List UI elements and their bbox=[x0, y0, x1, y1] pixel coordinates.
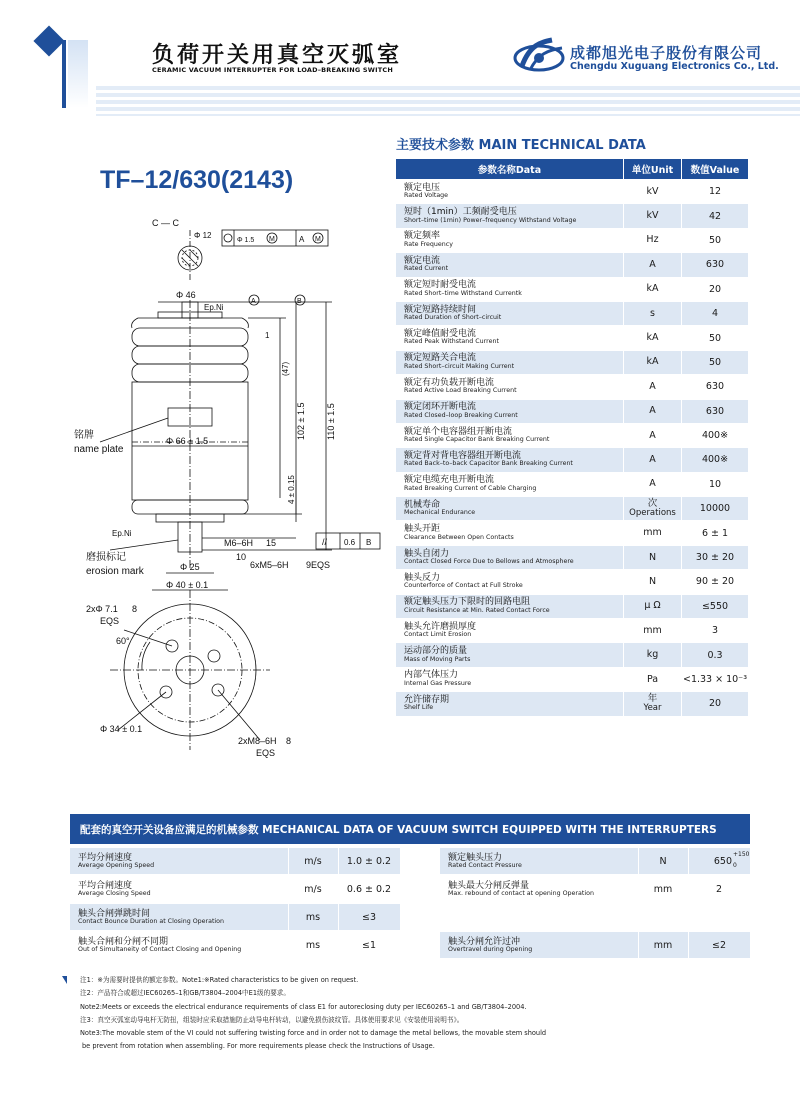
tech-param bbox=[396, 180, 624, 203]
tech-unit-main: mm bbox=[643, 527, 662, 539]
tech-unit bbox=[624, 570, 682, 593]
header-frame bbox=[62, 40, 88, 108]
mech-param-en: Contact Bounce Duration at Closing Operation bbox=[78, 918, 225, 925]
tech-param-en: Rated Closed–loop Breaking Current bbox=[404, 411, 518, 419]
tech-param-en: Rated Active Load Breaking Current bbox=[404, 387, 517, 395]
tech-param-cn: 内部气体压力 bbox=[404, 670, 459, 681]
tech-param-cn: 额定有功负载开断电流 bbox=[404, 377, 495, 388]
tech-value: 630 bbox=[682, 375, 749, 398]
model-number: TF–12/630(2143) bbox=[100, 166, 294, 194]
label-dim-1: 1 bbox=[265, 331, 270, 340]
tech-param bbox=[396, 546, 624, 569]
tech-param-cn: 额定闭环开断电流 bbox=[404, 402, 477, 413]
tech-value: 50 bbox=[682, 229, 749, 252]
tech-unit bbox=[624, 278, 682, 301]
note-line: 注3：真空灭弧室动导电杆无防扭，组装时应采取措施防止动导电杆转动，以避免损伤波纹管。具体使用要求见《安装使用说明书》。 bbox=[80, 1015, 464, 1024]
tech-row bbox=[396, 204, 749, 227]
label-m8: 2xM8–6H bbox=[238, 736, 277, 746]
label-nameplate-cn: 铭牌 bbox=[74, 430, 94, 441]
tech-param bbox=[396, 253, 624, 276]
tech-value: 90 ± 20 bbox=[682, 570, 749, 593]
tech-unit-main: s bbox=[650, 307, 655, 319]
company-name-en: Chengdu Xuguang Electronics Co., Ltd. bbox=[570, 61, 779, 72]
tech-row bbox=[396, 643, 749, 666]
tech-unit-main: A bbox=[649, 405, 656, 417]
tech-value: 400※ bbox=[682, 424, 749, 447]
tech-param bbox=[396, 424, 624, 447]
label-m8-depth: 8 bbox=[286, 736, 292, 746]
tech-unit-main: A bbox=[649, 380, 656, 392]
tech-value: 42 bbox=[682, 204, 749, 227]
label-flat-sym: // bbox=[322, 537, 328, 547]
label-dim-10: 10 bbox=[236, 552, 247, 562]
mech-data-title: 配套的真空开关设备应满足的机械参数 MECHANICAL DATA OF VACUUM SWITCH EQUIPPED WITH THE INTERRUPTERS bbox=[80, 824, 717, 836]
label-dim-110: 110 ± 1.5 bbox=[326, 403, 336, 440]
tech-row bbox=[396, 424, 749, 447]
tech-param bbox=[396, 278, 624, 301]
tech-unit bbox=[624, 302, 682, 325]
tech-row bbox=[396, 253, 749, 276]
mech-left-row bbox=[70, 932, 400, 958]
tech-param-cn: 触头开距 bbox=[404, 524, 441, 535]
tech-unit bbox=[624, 326, 682, 349]
tech-value: 630 bbox=[682, 400, 749, 423]
tech-row bbox=[396, 180, 749, 203]
mech-param-cn: 触头合闸和分闸不同期 bbox=[78, 937, 169, 947]
label-m6-depth: 15 bbox=[266, 538, 277, 548]
tech-value: 0.3 bbox=[682, 643, 749, 666]
tech-value: 50 bbox=[682, 326, 749, 349]
mech-value-sup: +150 bbox=[733, 851, 750, 858]
tech-param-cn: 额定电压 bbox=[404, 182, 441, 193]
interrupter-drawing bbox=[70, 210, 400, 770]
tech-param-en: Internal Gas Pressure bbox=[404, 679, 472, 687]
tech-unit-secondary: Year bbox=[643, 703, 662, 714]
tech-value: 20 bbox=[682, 278, 749, 301]
tech-param-cn: 额定峰值耐受电流 bbox=[404, 329, 477, 340]
page-subtitle: CERAMIC VACUUM INTERRUPTER FOR LOAD–BREAKING SWITCH bbox=[152, 66, 393, 74]
tech-param-en: Rated Back–to–back Capacitor Bank Breaking Current bbox=[404, 460, 573, 468]
col-header-value: 数值Value bbox=[682, 159, 749, 179]
label-dim-47: (47) bbox=[281, 361, 290, 376]
tech-unit bbox=[624, 497, 682, 520]
mech-value: 2 bbox=[715, 884, 723, 895]
tech-param bbox=[396, 521, 624, 544]
tech-param bbox=[396, 229, 624, 252]
tech-row bbox=[396, 668, 749, 691]
tech-param-cn: 额定背对背电容器组开断电流 bbox=[404, 450, 522, 461]
label-m5: 6xM5–6H bbox=[250, 560, 289, 570]
tech-unit-main: kA bbox=[646, 332, 659, 344]
mech-param-en: Max. rebound of contact at opening Operation bbox=[448, 890, 594, 897]
leader-m8 bbox=[218, 690, 260, 740]
tech-row bbox=[396, 595, 749, 618]
tech-param-en: Rated Duration of Short–circuit bbox=[404, 314, 502, 322]
mech-unit: ms bbox=[305, 912, 321, 923]
label-phi7: 2xΦ 7.1 bbox=[86, 604, 118, 614]
hole-2 bbox=[208, 650, 220, 662]
tech-param bbox=[396, 668, 624, 691]
mech-param-cn: 触头合闸弹跳时间 bbox=[78, 909, 151, 919]
label-phi40: Φ 40 ± 0.1 bbox=[166, 580, 209, 590]
tech-data-table bbox=[396, 158, 749, 717]
tech-unit-main: 次 bbox=[647, 498, 658, 510]
mech-param-cn: 平均合闸速度 bbox=[78, 881, 133, 891]
label-phi7-depth: 8 bbox=[132, 604, 138, 614]
tech-param-en: Clearance Between Open Contacts bbox=[404, 533, 514, 541]
mech-param-en: Rated Contact Pressure bbox=[448, 862, 522, 869]
tech-unit-main: N bbox=[648, 575, 657, 587]
tech-param-cn: 额定电流 bbox=[404, 255, 441, 266]
tech-unit bbox=[624, 668, 682, 691]
tech-unit-main: kV bbox=[646, 185, 659, 197]
tech-row bbox=[396, 229, 749, 252]
tech-unit-main: Hz bbox=[646, 234, 659, 246]
label-flat-val: 0.6 bbox=[344, 538, 356, 547]
tech-param-cn: 允许储存期 bbox=[404, 694, 450, 705]
tech-param-en: Rated Current bbox=[404, 265, 449, 273]
mech-value: ≤1 bbox=[361, 940, 376, 951]
tech-param-en: Rated Short–time Withstand Currentk bbox=[404, 289, 522, 297]
tech-row bbox=[396, 278, 749, 301]
mech-param-en: Overtravel during Opening bbox=[448, 946, 533, 953]
tech-param-en: Rated Voltage bbox=[404, 192, 449, 200]
tech-row bbox=[396, 448, 749, 471]
tech-param-cn: 额定单个电容器组开断电流 bbox=[404, 426, 513, 437]
label-epni-top: Ep.Ni bbox=[204, 303, 224, 312]
col-header-unit: 单位Unit bbox=[624, 159, 682, 179]
tech-param bbox=[396, 692, 624, 715]
tech-unit-main: kA bbox=[646, 283, 659, 295]
tech-unit-secondary: Operations bbox=[629, 508, 676, 519]
tech-param-cn: 额定短路关合电流 bbox=[404, 353, 477, 364]
tech-param-en: Mechanical Endurance bbox=[404, 509, 476, 517]
tech-row bbox=[396, 497, 749, 520]
mech-param-en: Out of Simultaneity of Contact Closing and Opening bbox=[78, 946, 242, 953]
label-phi66: Φ 66 ± 1.5 bbox=[166, 436, 209, 446]
tech-unit bbox=[624, 204, 682, 227]
mech-param-en: Average Opening Speed bbox=[78, 862, 155, 869]
mech-unit: ms bbox=[305, 940, 321, 951]
page-title: 负荷开关用真空灭弧室 bbox=[152, 43, 403, 68]
tech-row bbox=[396, 302, 749, 325]
tech-row bbox=[396, 521, 749, 544]
col-header-data: 参数名称Data bbox=[396, 159, 624, 179]
tech-unit bbox=[624, 400, 682, 423]
mech-value: 1.0 ± 0.2 bbox=[346, 856, 392, 867]
tech-unit-main: kg bbox=[646, 649, 659, 661]
angle-arc bbox=[142, 642, 150, 670]
tech-unit-main: A bbox=[649, 258, 656, 270]
notes bbox=[64, 974, 764, 1054]
tech-unit bbox=[624, 692, 682, 715]
tech-data-title: 主要技术参数 MAIN TECHNICAL DATA bbox=[396, 138, 646, 153]
tech-param bbox=[396, 375, 624, 398]
label-section: C — C bbox=[152, 218, 179, 228]
label-phi12: Φ 12 bbox=[194, 231, 212, 240]
tech-unit-main: A bbox=[649, 429, 656, 441]
tech-row bbox=[396, 692, 749, 715]
tech-param-cn: 额定短时耐受电流 bbox=[404, 280, 477, 291]
tech-value: 6 ± 1 bbox=[682, 521, 749, 544]
note-line: be prevent from rotation when assembling. For more requirements please check the Instructions of Usage. bbox=[82, 1042, 435, 1051]
tech-param bbox=[396, 326, 624, 349]
label-eqs1: EQS bbox=[100, 616, 120, 626]
tech-value: 400※ bbox=[682, 448, 749, 471]
note-line: Note3:The movable stem of the VI could not suffering twisting force and in order not to damage the metal bellows, the movable stem should bbox=[80, 1029, 547, 1038]
tech-value: 4 bbox=[682, 302, 749, 325]
tech-param-cn: 额定电缆充电开断电流 bbox=[404, 475, 495, 486]
note-line: Note2:Meets or exceeds the electrical endurance requirements of class E1 for autoreclosing duty per IEC60265–1 and GB/T3804–2004. bbox=[80, 1002, 527, 1011]
tech-unit bbox=[624, 546, 682, 569]
tech-param bbox=[396, 302, 624, 325]
label-eqs2: EQS bbox=[256, 748, 276, 758]
label-tol-m2: M bbox=[315, 236, 321, 243]
mech-left-row bbox=[70, 876, 400, 902]
tech-param-cn: 触头反力 bbox=[404, 572, 441, 583]
tech-unit-main: kA bbox=[646, 356, 659, 368]
label-epni-bottom: Ep.Ni bbox=[112, 529, 132, 538]
mech-unit: m/s bbox=[304, 856, 322, 867]
tech-value: 50 bbox=[682, 351, 749, 374]
mech-right-row bbox=[440, 848, 750, 874]
label-erosion-en: erosion mark bbox=[86, 566, 144, 577]
label-datum-b: B bbox=[297, 298, 302, 305]
tech-unit bbox=[624, 424, 682, 447]
mech-unit: N bbox=[659, 856, 667, 867]
tech-value: 10000 bbox=[682, 497, 749, 520]
tech-param-en: Contact Closed Force Due to Bellows and Atmosphere bbox=[404, 557, 574, 565]
tech-unit-main: 年 bbox=[647, 693, 658, 705]
tech-param-en: Rated Breaking Current of Cable Charging bbox=[404, 484, 537, 492]
tech-param-cn: 运动部分的质量 bbox=[404, 646, 468, 657]
mech-param-cn: 平均分闸速度 bbox=[78, 853, 133, 863]
label-phi25: Φ 25 bbox=[180, 562, 200, 572]
mech-value: 0.6 ± 0.2 bbox=[346, 884, 392, 895]
label-tol-m1: M bbox=[269, 236, 275, 243]
tech-param bbox=[396, 619, 624, 642]
mech-right-row bbox=[440, 876, 750, 902]
tech-row bbox=[396, 326, 749, 349]
tech-param-cn: 触头自闭力 bbox=[404, 548, 450, 559]
tech-unit bbox=[624, 253, 682, 276]
tech-unit bbox=[624, 229, 682, 252]
tech-value: 630 bbox=[682, 253, 749, 276]
mech-value: ≤3 bbox=[361, 912, 376, 923]
tech-param bbox=[396, 643, 624, 666]
mech-value-sub: 0 bbox=[733, 862, 737, 869]
mech-right-row bbox=[440, 932, 750, 958]
company-name-cn: 成都旭光电子股份有限公司 bbox=[570, 44, 763, 62]
tech-unit-main: kV bbox=[646, 210, 659, 222]
header-stripe-band bbox=[0, 86, 800, 116]
mech-left-row bbox=[70, 904, 400, 930]
nameplate-leader bbox=[100, 418, 168, 442]
tech-value: 3 bbox=[682, 619, 749, 642]
tech-value: 30 ± 20 bbox=[682, 546, 749, 569]
tech-param-en: Shelf Life bbox=[404, 704, 434, 712]
tech-param-cn: 触头允许磨损厚度 bbox=[404, 621, 477, 632]
tech-param-en: Rated Short–circuit Making Current bbox=[404, 362, 515, 370]
tech-unit bbox=[624, 180, 682, 203]
company-logo-icon bbox=[512, 36, 566, 78]
mech-unit: mm bbox=[653, 884, 673, 895]
tech-unit bbox=[624, 375, 682, 398]
tech-param-cn: 短时（1min）工频耐受电压 bbox=[404, 207, 517, 218]
tech-param bbox=[396, 448, 624, 471]
label-dim-4: 4 ± 0.15 bbox=[287, 475, 296, 504]
tech-value: 20 bbox=[682, 692, 749, 715]
tech-param-en: Counterforce of Contact at Full Stroke bbox=[404, 582, 523, 590]
tech-row bbox=[396, 619, 749, 642]
tech-row bbox=[396, 351, 749, 374]
label-dim-102: 102 ± 1.5 bbox=[296, 402, 306, 440]
mech-unit: m/s bbox=[304, 884, 322, 895]
mech-param-cn: 触头最大分闸反弹量 bbox=[448, 881, 530, 891]
tech-param-en: Rated Peak Withstand Current bbox=[404, 338, 499, 346]
leader-phi7 bbox=[124, 630, 172, 646]
erosion-leader bbox=[110, 540, 178, 550]
tech-unit bbox=[624, 643, 682, 666]
tech-param bbox=[396, 400, 624, 423]
tech-unit-main: mm bbox=[643, 624, 662, 636]
tech-value: 10 bbox=[682, 473, 749, 496]
tech-row bbox=[396, 570, 749, 593]
tech-unit bbox=[624, 351, 682, 374]
tech-param-en: Rate Frequency bbox=[404, 240, 453, 248]
tech-unit-main: A bbox=[649, 454, 656, 465]
tech-param-en: Rated Single Capacitor Bank Breaking Current bbox=[404, 436, 550, 444]
tech-param bbox=[396, 473, 624, 496]
tech-unit bbox=[624, 473, 682, 496]
tech-unit-main: N bbox=[648, 551, 657, 563]
tech-param-cn: 额定触头压力下限时的回路电阻 bbox=[404, 597, 531, 608]
mech-left-row bbox=[70, 848, 400, 874]
tech-param-en: Contact Limit Erosion bbox=[404, 631, 472, 639]
tech-unit bbox=[624, 521, 682, 544]
tech-param-cn: 额定频率 bbox=[404, 231, 441, 242]
mech-value: 650 bbox=[713, 856, 732, 867]
tech-param-cn: 额定短路持续时间 bbox=[404, 304, 477, 315]
tech-param-en: Circuit Resistance at Min. Rated Contact Force bbox=[404, 606, 550, 614]
tech-unit bbox=[624, 619, 682, 642]
tech-unit-main: Pa bbox=[646, 673, 659, 685]
tech-param-en: Mass of Moving Parts bbox=[404, 655, 471, 663]
label-flat-datum: B bbox=[366, 538, 372, 547]
tech-param-cn: 机械寿命 bbox=[404, 499, 441, 510]
label-tol-a: A bbox=[299, 235, 305, 244]
label-phi34: Φ 34 ± 0.1 bbox=[100, 724, 143, 734]
label-angle: 60° bbox=[116, 636, 130, 646]
tech-param bbox=[396, 570, 624, 593]
tech-param bbox=[396, 204, 624, 227]
label-tol-phi15: Φ 1.5 bbox=[237, 237, 255, 244]
label-datum-a: A bbox=[251, 298, 256, 305]
label-phi46: Φ 46 bbox=[176, 290, 196, 300]
tech-unit bbox=[624, 595, 682, 618]
tech-param-en: Short–time (1min) Power–frequency Withstand Voltage bbox=[404, 216, 577, 224]
tech-row bbox=[396, 473, 749, 496]
mech-param-en: Average Closing Speed bbox=[78, 890, 151, 897]
note-line: 注2：产品符合或超过IEC60265–1和GB/T3804–2004中E1级的要求。 bbox=[80, 989, 290, 998]
mech-value: ≤2 bbox=[711, 940, 726, 951]
tech-value: ≤550 bbox=[682, 595, 749, 618]
tech-unit-main: A bbox=[649, 478, 656, 490]
mech-unit: mm bbox=[653, 940, 673, 951]
mech-param-cn: 额定触头压力 bbox=[448, 853, 503, 863]
tech-unit bbox=[624, 448, 682, 471]
tech-unit-main: μ Ω bbox=[644, 600, 661, 612]
tech-param bbox=[396, 351, 624, 374]
tech-param bbox=[396, 595, 624, 618]
tech-value: 12 bbox=[682, 180, 749, 203]
tech-row bbox=[396, 375, 749, 398]
tech-value: <1.33 × 10⁻³ bbox=[682, 668, 749, 691]
note-triangle-icon bbox=[62, 976, 67, 984]
tech-param bbox=[396, 497, 624, 520]
label-m6: M6–6H bbox=[224, 538, 254, 548]
note-line: 注1：※为需要时提供的额定参数。Note1:※Rated characteristics to be given on request. bbox=[80, 976, 359, 984]
label-erosion-cn: 磨损标记 bbox=[86, 552, 126, 563]
mech-param-cn: 触头分闸允许过冲 bbox=[448, 937, 521, 947]
label-nameplate-en: name plate bbox=[74, 444, 124, 455]
tech-row bbox=[396, 546, 749, 569]
header-diamond-icon bbox=[33, 25, 64, 56]
label-m5-depth: 9EQS bbox=[306, 560, 331, 570]
tech-row bbox=[396, 400, 749, 423]
